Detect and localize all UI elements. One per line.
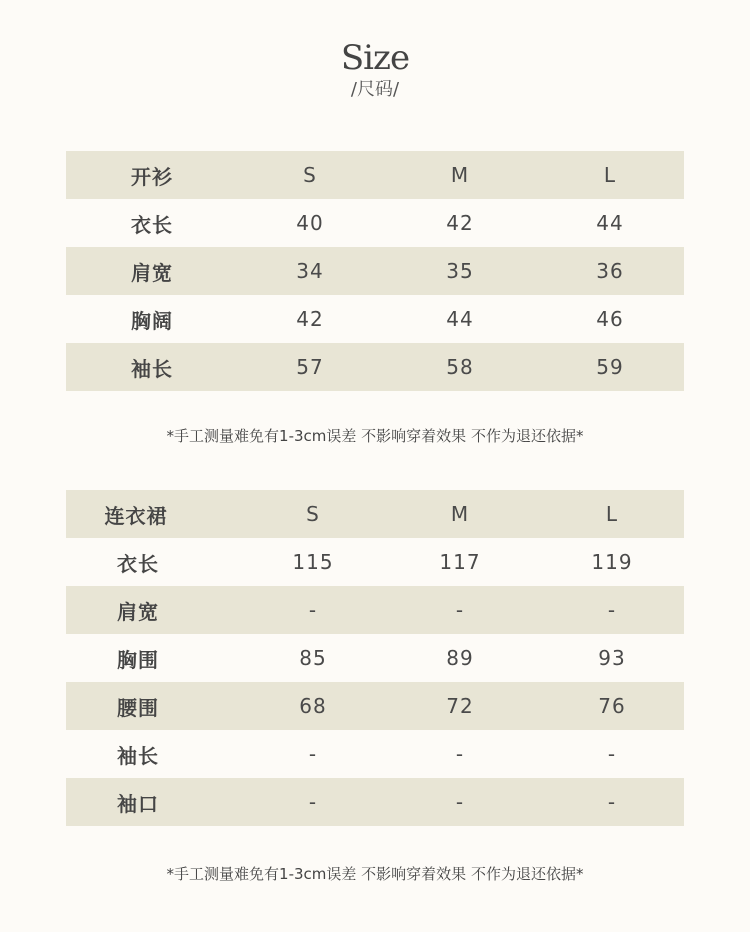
table-header-cell: M [450, 502, 470, 526]
table-header-cell: L [603, 163, 617, 187]
table-row [66, 295, 684, 343]
table-cell: 42 [296, 307, 324, 331]
table-row [66, 538, 684, 586]
table-cell: - [607, 598, 617, 622]
table-cell: 119 [591, 550, 633, 574]
table-row [66, 730, 684, 778]
table-cell: 35 [446, 259, 474, 283]
row-label: 胸围 [117, 647, 159, 672]
table-cell: 46 [596, 307, 624, 331]
table-header-cell: L [605, 502, 619, 526]
table-cell: 42 [446, 211, 474, 235]
cardigan-size-table [66, 151, 684, 391]
table-row [66, 586, 684, 634]
measurement-note: *手工测量难免有1-3cm误差 不影响穿着效果 不作为退还依据* [166, 865, 584, 883]
table-cell: - [308, 598, 318, 622]
row-label: 胸阔 [131, 308, 173, 333]
row-label: 袖长 [131, 356, 173, 381]
table-cell: - [607, 742, 617, 766]
table-cell: 44 [446, 307, 474, 331]
table-row [66, 682, 684, 730]
table-cell: 68 [299, 694, 327, 718]
table-cell: - [308, 742, 318, 766]
table-header-cell: 连衣裙 [104, 503, 168, 528]
table-cell: 89 [446, 646, 474, 670]
measurement-note: *手工测量难免有1-3cm误差 不影响穿着效果 不作为退还依据* [166, 427, 584, 445]
table-cell: - [308, 790, 318, 814]
row-label: 衣长 [131, 212, 173, 237]
table-cell: 40 [296, 211, 324, 235]
table-cell: 36 [596, 259, 624, 283]
table-cell: - [455, 598, 465, 622]
table-cell: 58 [446, 355, 474, 379]
row-label: 肩宽 [117, 599, 159, 624]
table-cell: 76 [598, 694, 626, 718]
table-cell: 72 [446, 694, 474, 718]
page-subtitle: /尺码/ [350, 79, 400, 100]
table-cell: - [455, 790, 465, 814]
row-label: 袖长 [117, 743, 159, 768]
row-label: 腰围 [117, 695, 159, 720]
row-label: 肩宽 [131, 260, 173, 285]
table-cell: 115 [292, 550, 334, 574]
table-header-cell: 开衫 [131, 164, 173, 189]
table-header-cell: S [303, 163, 317, 187]
table-cell: 44 [596, 211, 624, 235]
table-cell: 57 [296, 355, 324, 379]
table-row [66, 778, 684, 826]
table-cell: 34 [296, 259, 324, 283]
row-label: 袖口 [117, 791, 159, 816]
table-header-cell: M [450, 163, 470, 187]
table-cell: 93 [598, 646, 626, 670]
table-row [66, 343, 684, 391]
page-title: Size [340, 38, 410, 78]
table-header-cell: S [306, 502, 320, 526]
table-header-row [66, 151, 684, 199]
table-row [66, 199, 684, 247]
table-row [66, 634, 684, 682]
table-cell: 117 [439, 550, 481, 574]
table-cell: - [607, 790, 617, 814]
table-cell: - [455, 742, 465, 766]
table-cell: 85 [299, 646, 327, 670]
table-cell: 59 [596, 355, 624, 379]
table-row [66, 247, 684, 295]
row-label: 衣长 [117, 551, 159, 576]
dress-size-table [66, 490, 684, 826]
table-header-row [66, 490, 684, 538]
